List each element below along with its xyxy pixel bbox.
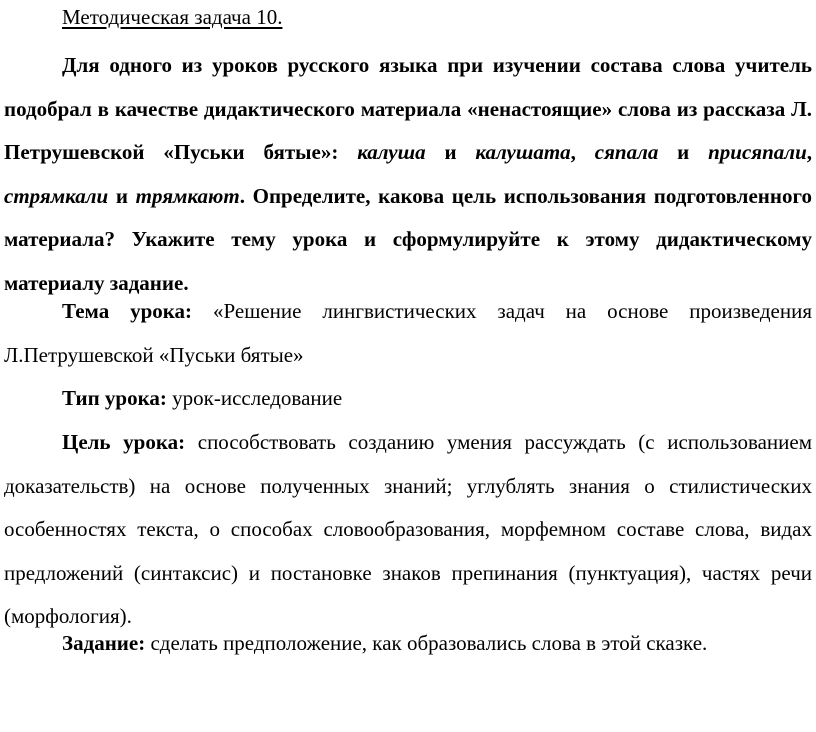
task-text-part2: . Определите, какова цель использования подготовленного материала? Укажите тему урока и сформулируйте к этому дидактическому материалу задание. (4, 183, 813, 295)
task-and-3: и (108, 183, 136, 208)
lesson-type (4, 377, 812, 421)
task-and-1: и (425, 140, 476, 165)
word-stryamkali: стрямкали (4, 183, 109, 208)
task-heading: Методическая задача 10. (62, 5, 283, 29)
assignment (4, 630, 812, 657)
assignment-text: сделать предположение, как образовались слова в этой сказке. (145, 631, 708, 655)
task-text-part1: Для одного из уроков русского языка при изучении состава слова учитель подобрал в качестве дидактического материала «ненастоящие» слова из рассказа Л. Петрушевской «Пуськи бятые»: (4, 53, 812, 165)
task-statement (4, 44, 812, 306)
lesson-topic-text: «Решение лингвистических задач на основе произведения Л.Петрушевской «Пуськи бятые» (4, 299, 812, 367)
word-syapala: сяпала (594, 140, 659, 165)
task-comma-2: , (806, 140, 813, 165)
lesson-goal (4, 421, 812, 639)
lesson-type-label: Тип урока: (62, 386, 167, 410)
word-kalusha: калуша (357, 140, 426, 165)
lesson-goal-text: способствовать созданию умения рассуждать (с использованием доказательств) на основе полученных знаний; углублять знания о стилистических особенностях текста, о способах словообразования, морфемном составе слова, видах предложений (синтаксис) и постановке знаков препинания (пунктуация), частях речи (морфология). (4, 430, 812, 629)
word-tryamkayut: трямкают (135, 183, 240, 208)
task-and-2: и (658, 140, 709, 165)
lesson-topic-label: Тема урока: (62, 299, 193, 323)
word-prisyapali: присяпали (708, 140, 807, 165)
lesson-type-text: урок-исследование (166, 386, 343, 410)
task-comma-1: , (570, 140, 595, 165)
lesson-topic (4, 290, 812, 377)
word-kalushata: калушата (475, 140, 571, 165)
lesson-goal-label: Цель урока: (62, 430, 186, 454)
assignment-label: Задание: (62, 631, 146, 655)
